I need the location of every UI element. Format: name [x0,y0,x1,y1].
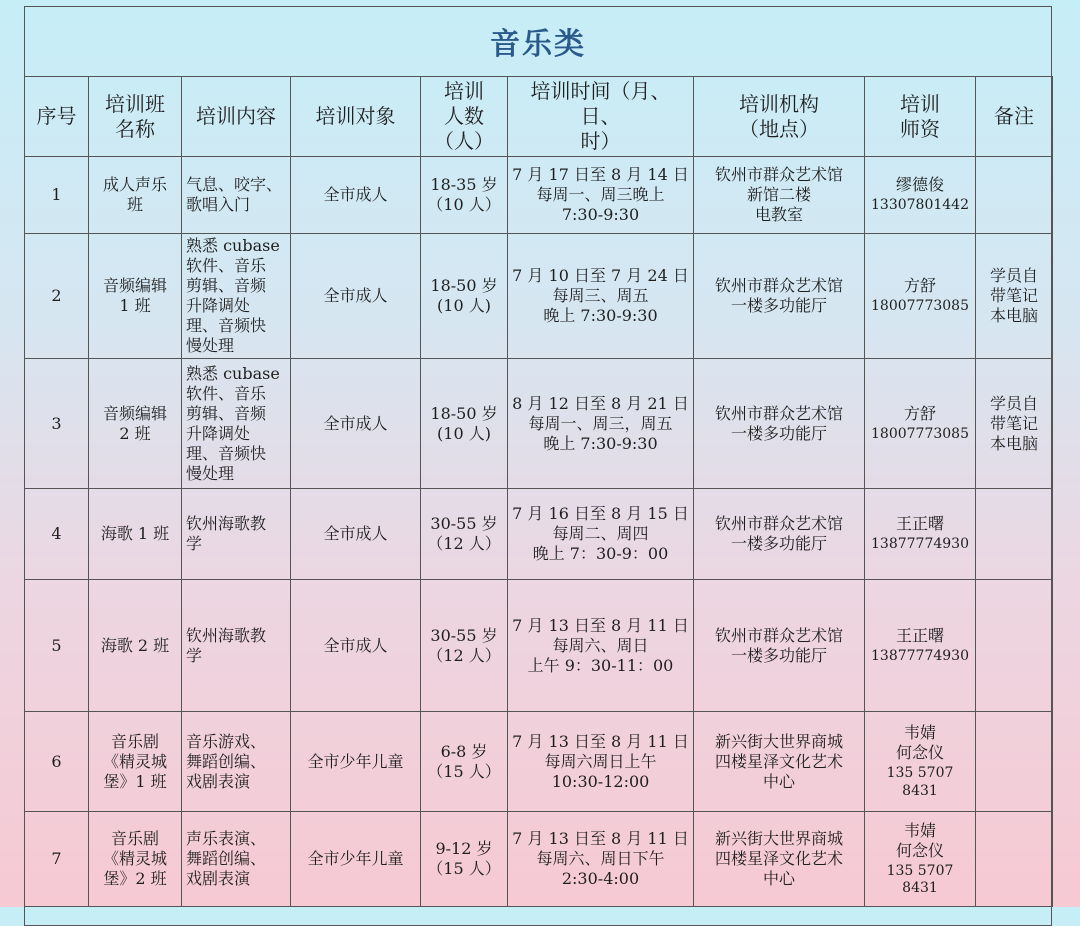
cell-teacher: 韦婧 何念仪 135 5707 8431 [865,812,976,907]
cell-number: 4 [25,489,89,580]
table-row [25,359,1053,489]
cell-teacher: 缪德俊 13307801442 [865,157,976,234]
cell-content: 钦州海歌教 学 [182,580,291,712]
cell-count: 18-35 岁 （10 人） [421,157,508,234]
cell-content: 熟悉 cubase 软件、音乐 剪辑、音频 升降调处 理、音频快 慢处理 [182,234,291,359]
cell-count: 9-12 岁 （15 人） [421,812,508,907]
col-header: 培训内容 [182,77,291,157]
page-title: 音乐类 [490,27,586,62]
cell-teacher: 王正曙 13877774930 [865,489,976,580]
col-header: 序号 [25,77,89,157]
cell-time: 8 月 12 日至 8 月 21 日 每周一、周三，周五 晚上 7:30-9:30 [508,359,694,489]
table-row [25,712,1053,812]
cell-content: 钦州海歌教 学 [182,489,291,580]
teacher-phone: 18007773085 [871,425,969,442]
col-header: 培训对象 [291,77,421,157]
cell-number: 3 [25,359,89,489]
cell-venue: 钦州市群众艺术馆 新馆二楼 电教室 [694,157,865,234]
cell-count: 18-50 岁 (10 人) [421,234,508,359]
table-row [25,489,1053,580]
cell-count: 30-55 岁 （12 人） [421,580,508,712]
cell-class-name: 海歌 2 班 [89,580,182,712]
cell-class-name: 音乐剧 《精灵城 堡》1 班 [89,712,182,812]
cell-note [976,812,1053,907]
cell-venue: 钦州市群众艺术馆 一楼多功能厅 [694,359,865,489]
cell-note [976,580,1053,712]
cell-venue: 钦州市群众艺术馆 一楼多功能厅 [694,234,865,359]
teacher-phone: 13877774930 [871,536,969,553]
cell-target: 全市成人 [291,234,421,359]
col-header: 培训班 名称 [89,77,182,157]
cell-class-name: 成人声乐 班 [89,157,182,234]
cell-teacher: 韦婧 何念仪 135 5707 8431 [865,712,976,812]
cell-number: 6 [25,712,89,812]
cell-note [976,712,1053,812]
cell-target: 全市成人 [291,359,421,489]
cell-number: 7 [25,812,89,907]
cell-class-name: 音频编辑 1 班 [89,234,182,359]
cell-time: 7 月 10 日至 7 月 24 日 每周三、周五 晚上 7:30-9:30 [508,234,694,359]
cell-target: 全市少年儿童 [291,812,421,907]
cell-teacher: 方舒 18007773085 [865,234,976,359]
cell-teacher: 王正曙 13877774930 [865,580,976,712]
col-header: 培训机构 （地点） [694,77,865,157]
cell-target: 全市少年儿童 [291,712,421,812]
cell-note: 学员自 带笔记 本电脑 [976,234,1053,359]
cell-note [976,157,1053,234]
cell-time: 7 月 13 日至 8 月 11 日 每周六、周日下午 2:30-4:00 [508,812,694,907]
cell-time: 7 月 13 日至 8 月 11 日 每周六、周日 上午 9：30-11：00 [508,580,694,712]
col-header: 培训 师资 [865,77,976,157]
cell-class-name: 海歌 1 班 [89,489,182,580]
cell-number: 5 [25,580,89,712]
table-row [25,234,1053,359]
table-row [25,157,1053,234]
col-header: 培训时间（月、日、 时） [508,77,694,157]
cell-target: 全市成人 [291,157,421,234]
col-header: 培训 人数 （人） [421,77,508,157]
cell-time: 7 月 16 日至 8 月 15 日 每周二、周四 晚上 7：30-9：00 [508,489,694,580]
table-row [25,812,1053,907]
cell-target: 全市成人 [291,489,421,580]
cell-teacher: 方舒 18007773085 [865,359,976,489]
teacher-phone: 18007773085 [871,298,969,315]
cell-count: 18-50 岁 (10 人) [421,359,508,489]
cell-venue: 钦州市群众艺术馆 一楼多功能厅 [694,489,865,580]
cell-number: 1 [25,157,89,234]
cell-number: 2 [25,234,89,359]
cell-content: 声乐表演、 舞蹈创编、 戏剧表演 [182,812,291,907]
cell-venue: 新兴街大世界商城 四楼星泽文化艺术 中心 [694,712,865,812]
cell-note: 学员自 带笔记 本电脑 [976,359,1053,489]
cell-venue: 钦州市群众艺术馆 一楼多功能厅 [694,580,865,712]
col-header: 备注 [976,77,1053,157]
teacher-phone: 135 5707 8431 [886,765,954,799]
cell-count: 30-55 岁 （12 人） [421,489,508,580]
cell-content: 气息、咬字、 歌唱入门 [182,157,291,234]
teacher-phone: 13307801442 [871,197,969,214]
cell-note [976,489,1053,580]
cell-content: 熟悉 cubase 软件、音乐 剪辑、音频 升降调处 理、音频快 慢处理 [182,359,291,489]
header-row [25,77,1053,157]
cell-time: 7 月 17 日至 8 月 14 日 每周一、周三晚上 7:30-9:30 [508,157,694,234]
table-row [25,580,1053,712]
cell-venue: 新兴街大世界商城 四楼星泽文化艺术 中心 [694,812,865,907]
course-table [24,76,1053,907]
teacher-phone: 13877774930 [871,647,969,664]
cell-target: 全市成人 [291,580,421,712]
cell-time: 7 月 13 日至 8 月 11 日 每周六周日上午 10:30-12:00 [508,712,694,812]
cell-content: 音乐游戏、 舞蹈创编、 戏剧表演 [182,712,291,812]
cell-count: 6-8 岁 （15 人） [421,712,508,812]
cell-class-name: 音乐剧 《精灵城 堡》2 班 [89,812,182,907]
teacher-phone: 135 5707 8431 [886,862,954,896]
cell-class-name: 音频编辑 2 班 [89,359,182,489]
